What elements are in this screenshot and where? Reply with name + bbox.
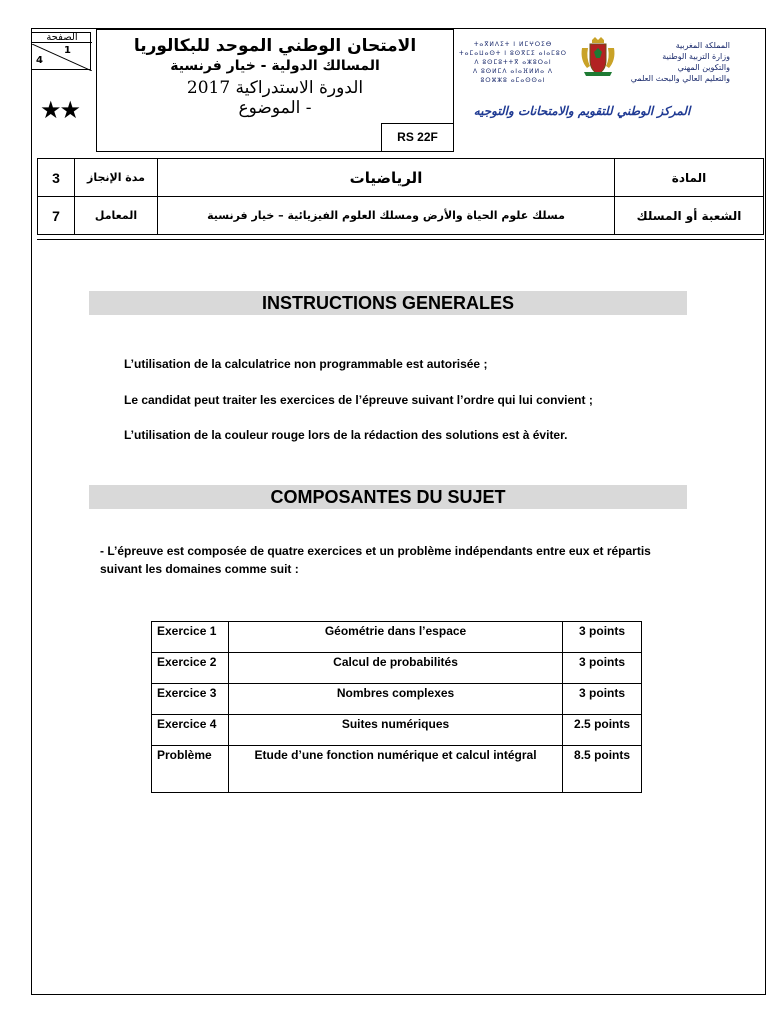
exam-code: RS 22F — [381, 123, 454, 152]
tifinagh-line: ⵜⴰⵎⴰⵡⴰⵙⵜ ⵏ ⵓⵙⴳⵎⵉ ⴰⵏⴰⵎⵓⵔ — [458, 50, 567, 57]
exercise-points: 2.5 points — [563, 715, 642, 746]
instruction-item: Le candidat peut traiter les exercices de l’épreuve suivant l’ordre qui lui convient ; — [124, 393, 593, 407]
info-row-track — [38, 197, 764, 235]
difficulty-stars-icon: ★★ — [40, 96, 80, 124]
track-value: مسلك علوم الحياة والأرض ومسلك العلوم الفيزيائية – خيار فرنسية — [158, 197, 615, 235]
table-row — [152, 746, 642, 793]
ministry-tifinagh — [458, 40, 568, 85]
exam-subject-label: - الموضوع — [238, 98, 312, 118]
exercise-domain: Calcul de probabilités — [228, 653, 562, 684]
subject-value: الرياضيات — [158, 159, 615, 197]
page-label: الصفحة — [32, 32, 92, 43]
info-row-subject — [38, 159, 764, 197]
exercises-table — [151, 621, 642, 793]
section-title-instructions: INSTRUCTIONS GENERALES — [89, 291, 687, 315]
duration-value: 3 — [38, 159, 75, 197]
section-title-components: COMPOSANTES DU SUJET — [89, 485, 687, 509]
exam-title: الامتحان الوطني الموحد للبكالوريا — [133, 36, 417, 56]
coefficient-label: المعامل — [75, 197, 158, 235]
national-center-name: المركز الوطني للتقويم والامتحانات والتوجيه — [473, 104, 691, 118]
exam-track: المسالك الدولية - خيار فرنسية — [170, 58, 380, 74]
coefficient-value: 7 — [38, 197, 75, 235]
page-counter-box — [31, 32, 91, 70]
ministry-line: والتكوين المهني — [677, 63, 730, 72]
exercise-domain: Suites numériques — [228, 715, 562, 746]
exercise-points: 8.5 points — [563, 746, 642, 793]
table-row — [152, 622, 642, 653]
exercise-points: 3 points — [563, 653, 642, 684]
table-row — [152, 715, 642, 746]
tifinagh-line: ⴷ ⵓⵙⵍⵎⴷ ⴰⵏⴰⴼⵍⵍⴰ ⴷ ⵓⵔⵣⵣⵓ ⴰⵎⴰⵙⵙⴰⵏ — [473, 68, 553, 84]
header-divider — [37, 239, 764, 240]
tifinagh-line: ⴷ ⵓⵙⵎⵓⵜⵜⴳ ⴰⵣⵓⵔⴰⵏ — [474, 59, 552, 66]
ministry-arabic — [620, 40, 730, 84]
duration-label: مدة الإنجاز — [75, 159, 158, 197]
ministry-line: والتعليم العالي والبحث العلمي — [630, 74, 730, 83]
table-row — [152, 684, 642, 715]
ministry-line: المملكة المغربية — [675, 41, 730, 50]
exercise-name: Problème — [152, 746, 229, 793]
instruction-item: L’utilisation de la calculatrice non programmable est autorisée ; — [124, 357, 488, 371]
tifinagh-line: ⵜⴰⴳⵍⴷⵉⵜ ⵏ ⵍⵎⵖⵔⵉⴱ — [473, 41, 553, 48]
exam-info-table — [37, 158, 764, 235]
exam-session: الدورة الاستدراكية 2017 — [186, 78, 364, 98]
exercise-domain: Géométrie dans l’espace — [228, 622, 562, 653]
exercise-name: Exercice 4 — [152, 715, 229, 746]
table-row — [152, 653, 642, 684]
morocco-coat-of-arms-icon — [578, 36, 618, 78]
components-intro: - L’épreuve est composée de quatre exercices et un problème indépendants entre eux et répartis suivant les domaines comme suit : — [100, 544, 651, 576]
exercise-points: 3 points — [563, 622, 642, 653]
exercise-name: Exercice 2 — [152, 653, 229, 684]
page-total: 4 — [36, 55, 43, 66]
page-current: 1 — [64, 45, 71, 56]
ministry-line: وزارة التربية الوطنية — [662, 52, 730, 61]
exercise-domain: Nombres complexes — [228, 684, 562, 715]
instruction-item: L’utilisation de la couleur rouge lors de la rédaction des solutions est à éviter. — [124, 428, 568, 442]
exercise-domain: Etude d’une fonction numérique et calcul intégral — [228, 746, 562, 793]
exercise-name: Exercice 3 — [152, 684, 229, 715]
track-label: الشعبة أو المسلك — [615, 197, 764, 235]
exercise-name: Exercice 1 — [152, 622, 229, 653]
exercise-points: 3 points — [563, 684, 642, 715]
subject-label: المادة — [615, 159, 764, 197]
